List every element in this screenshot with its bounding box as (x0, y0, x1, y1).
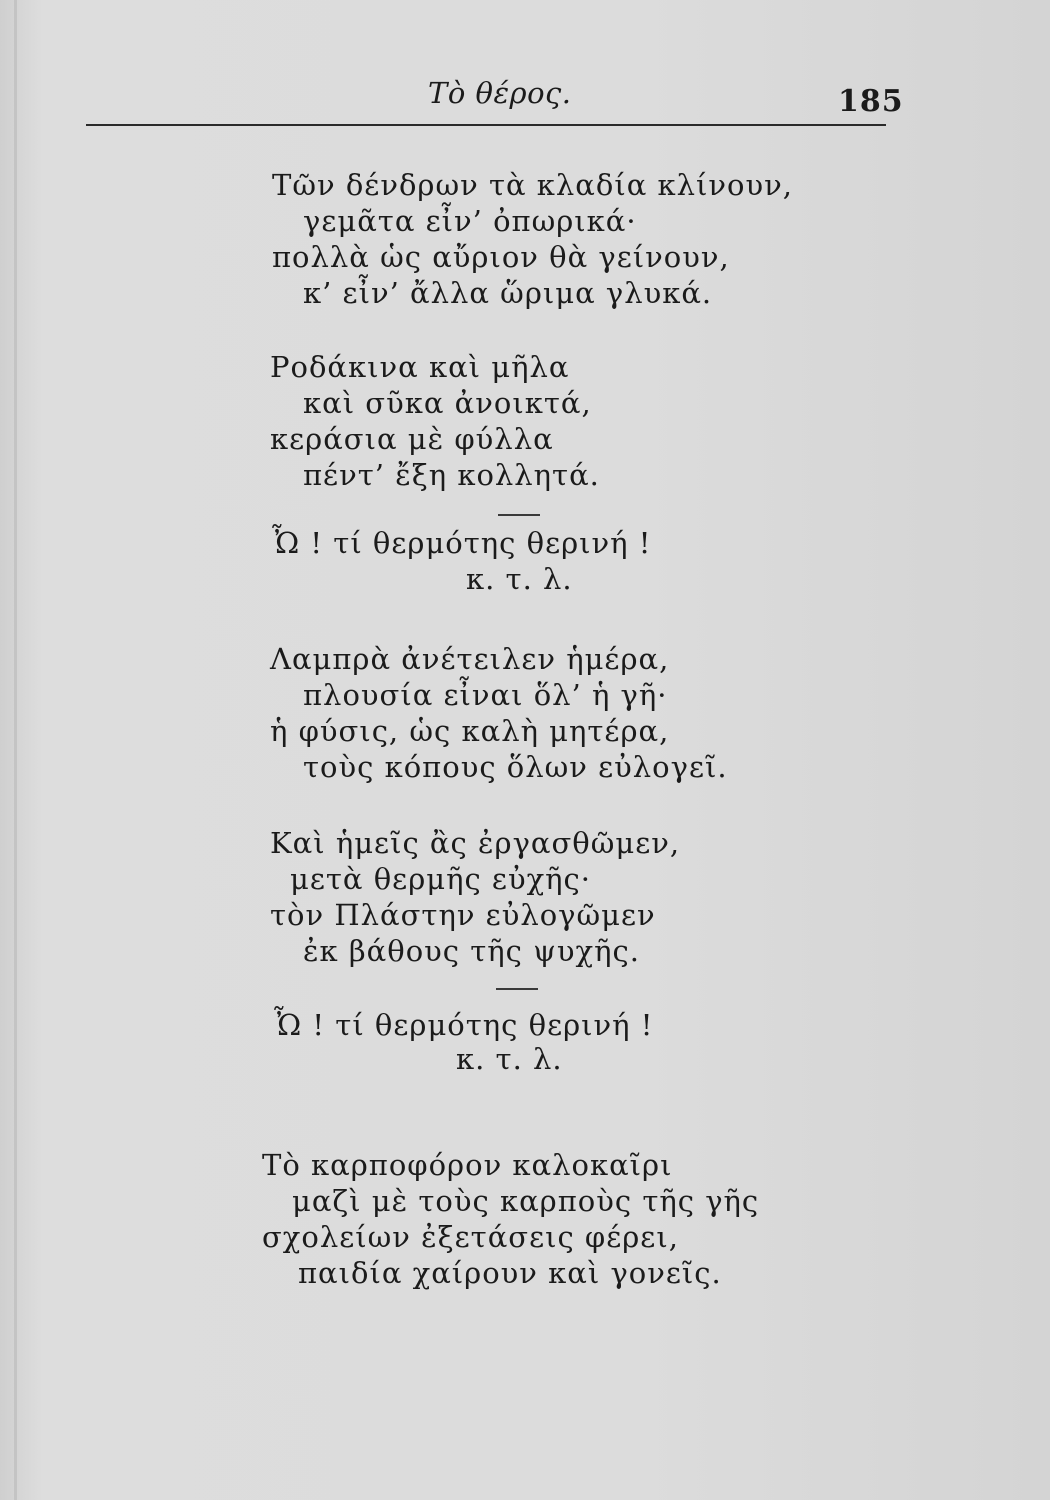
refrain-line: Ὦ ! τί θερμότης θερινή ! (274, 1008, 654, 1042)
poem-line: Τῶν δένδρων τὰ κλαδία κλίνουν, (272, 168, 793, 202)
poem-line: μαζὶ μὲ τοὺς καρποὺς τῆς γῆς (292, 1184, 760, 1218)
poem-line: Καὶ ἡμεῖς ἂς ἐργασθῶμεν, (270, 826, 681, 860)
poem-line: κεράσια μὲ φύλλα (270, 422, 554, 456)
poem-line: παιδία χαίρουν καὶ γονεῖς. (298, 1256, 722, 1290)
poem-line: γεμᾶτα εἶν’ ὀπωρικά· (303, 204, 637, 238)
poem-line: πέντ’ ἔξη κολλητά. (303, 458, 600, 492)
poem-line: Τὸ καρποφόρον καλοκαῖρι (262, 1148, 673, 1182)
poem-line: πλουσία εἶναι ὅλ’ ἡ γῆ· (303, 678, 668, 712)
poem-line: πολλὰ ὡς αὔριον θὰ γείνουν, (272, 240, 730, 274)
binding-gutter-shadow (14, 0, 17, 1500)
poem-line: σχολείων ἐξετάσεις φέρει, (262, 1220, 679, 1254)
refrain-line: Ὦ ! τί θερμότης θερινή ! (272, 526, 652, 560)
refrain-etc: κ. τ. λ. (466, 562, 573, 596)
poem-line: μετὰ θερμῆς εὐχῆς· (290, 862, 591, 896)
poem-line: καὶ σῦκα ἀνοικτά, (303, 386, 592, 420)
poem-line: κ’ εἶν’ ἄλλα ὥριμα γλυκά. (303, 276, 713, 310)
section-dash (498, 514, 540, 516)
header-rule (86, 124, 886, 126)
poem-line: ἐκ βάθους τῆς ψυχῆς. (303, 934, 640, 968)
poem-line: τὸν Πλάστην εὐλογῶμεν (270, 898, 656, 932)
poem-line: τοὺς κόπους ὅλων εὐλογεῖ. (303, 750, 728, 784)
poem-line: ἡ φύσις, ὡς καλὴ μητέρα, (270, 714, 670, 748)
poem-line: Ροδάκινα καὶ μῆλα (270, 350, 570, 384)
poem-line: Λαμπρὰ ἀνέτειλεν ἡμέρα, (270, 642, 670, 676)
section-dash (496, 988, 538, 990)
page-number: 185 (838, 84, 904, 119)
refrain-etc: κ. τ. λ. (456, 1042, 563, 1076)
running-head: Τὸ θέρος. (428, 76, 572, 110)
